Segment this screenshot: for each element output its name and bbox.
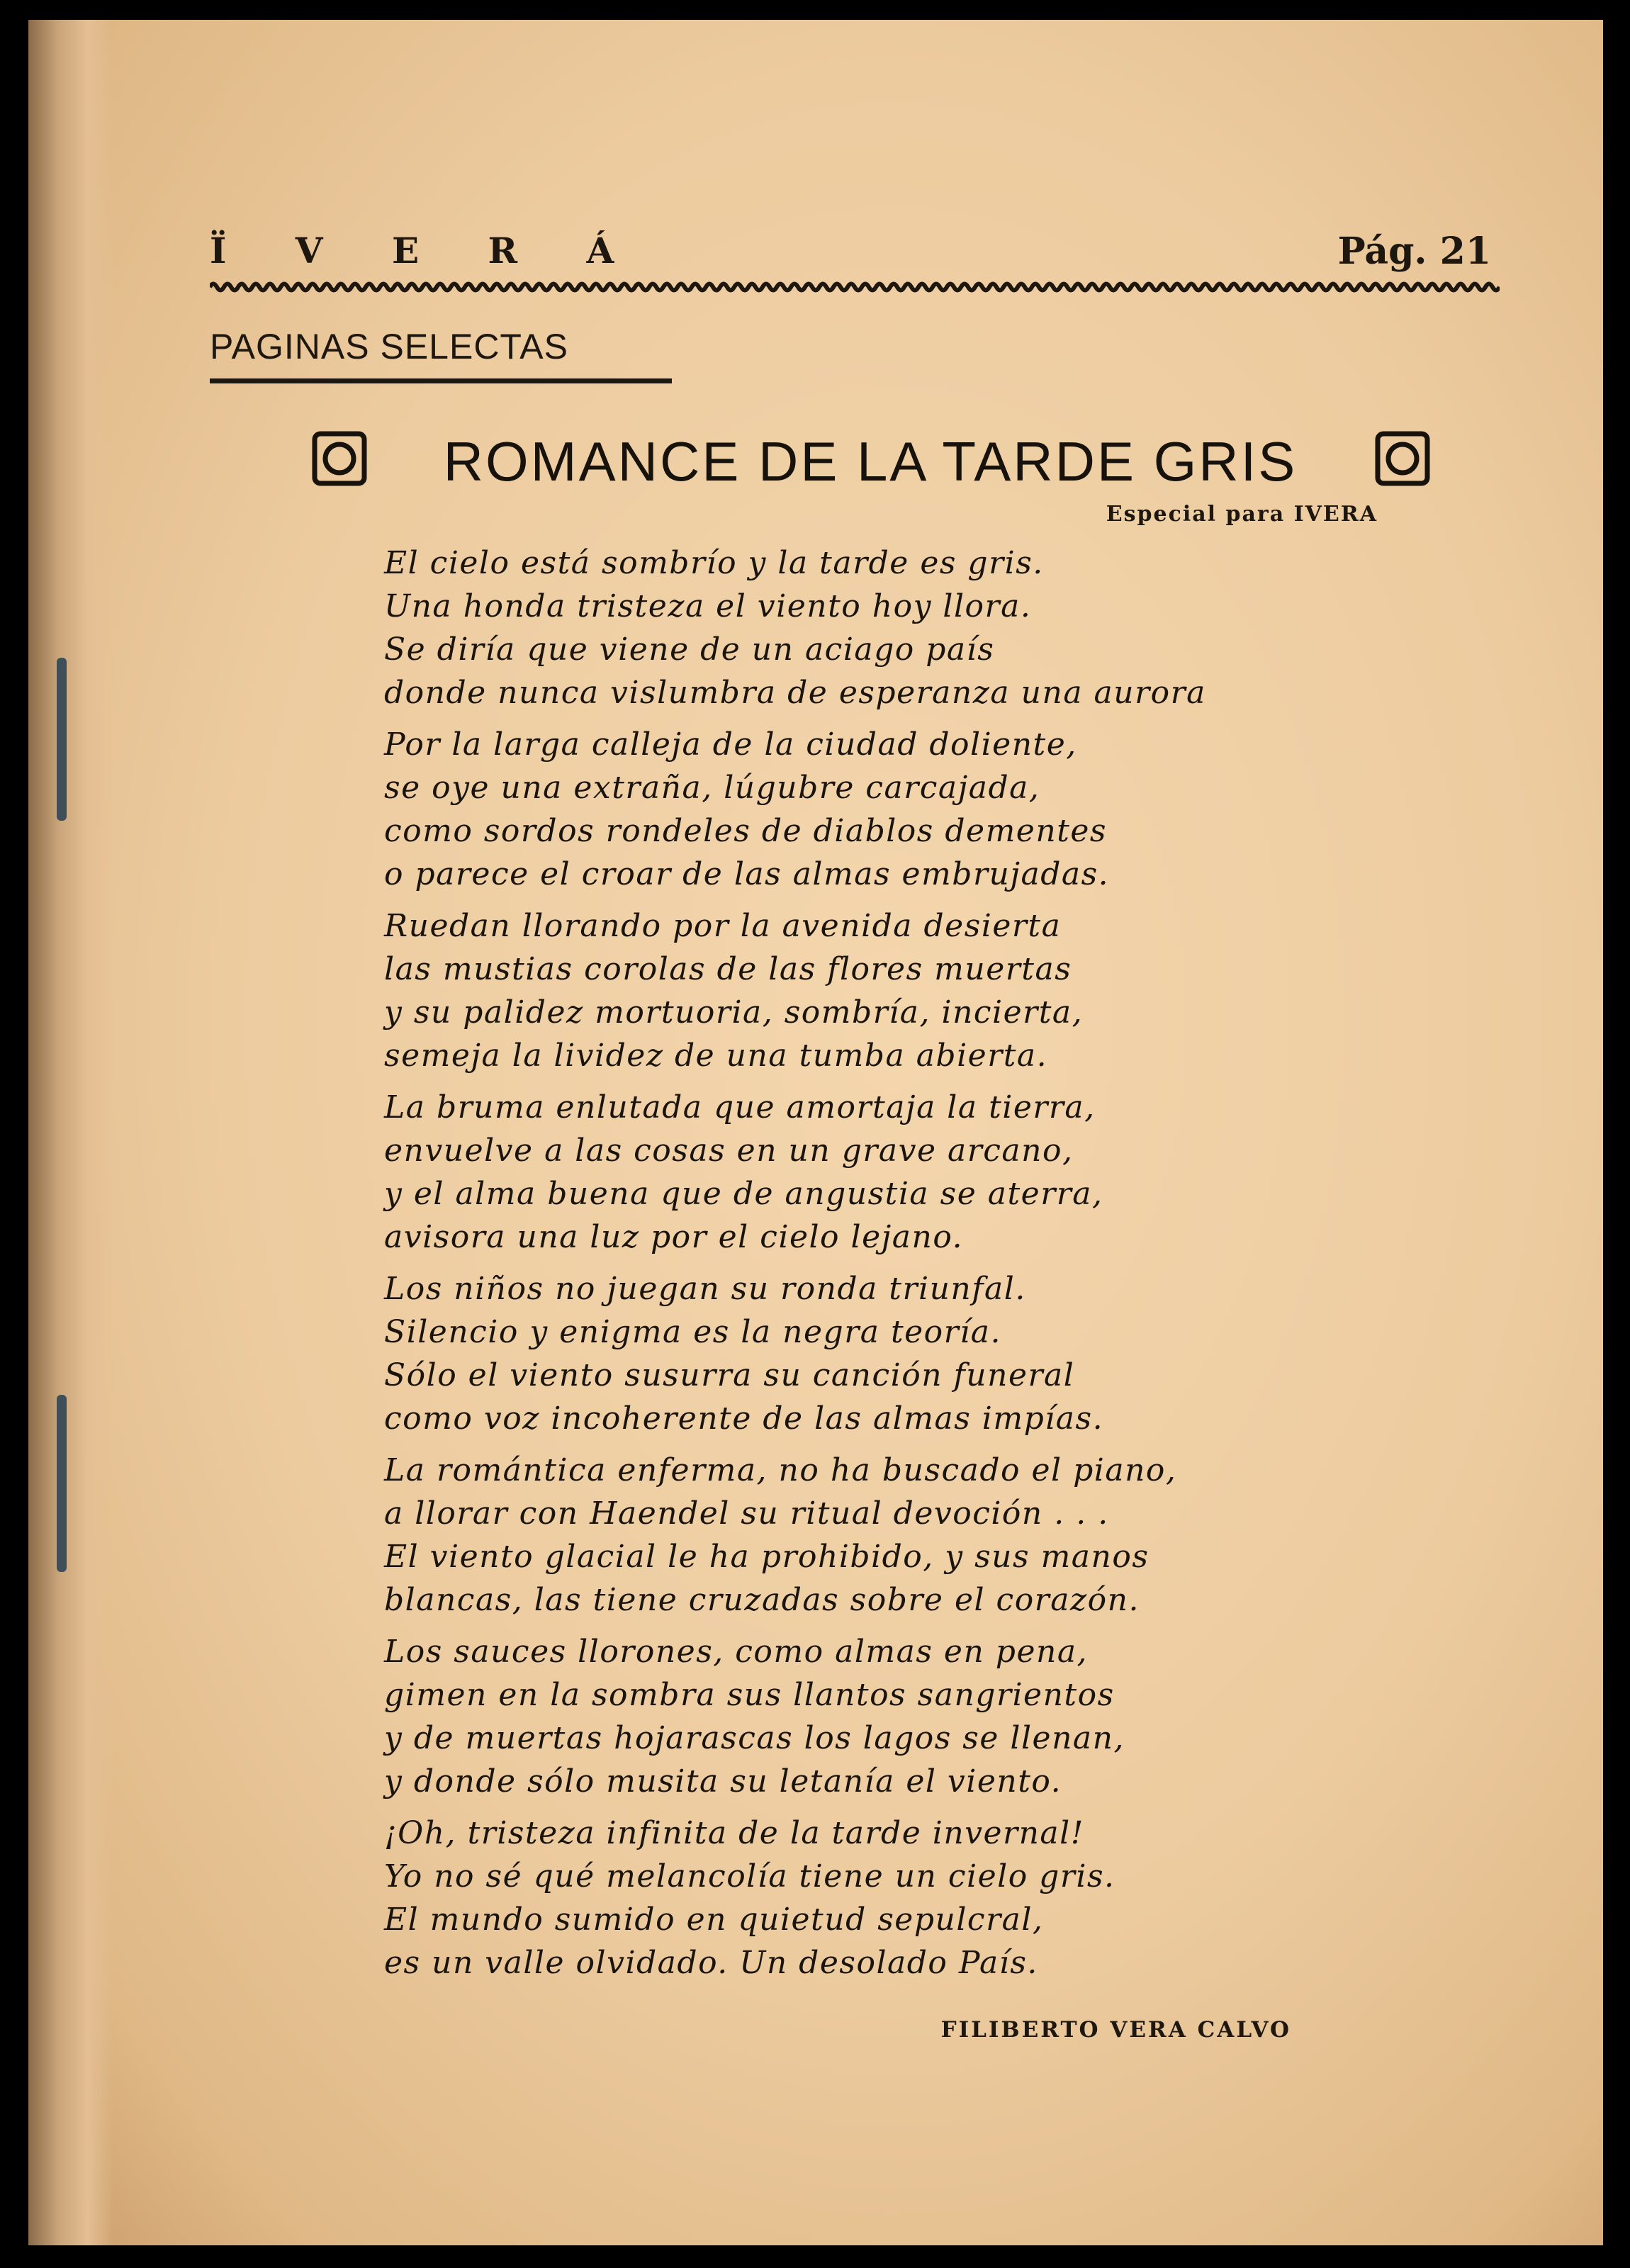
decorative-wavy-rule	[210, 279, 1500, 295]
poem-line: envuelve a las cosas en un grave arcano,	[384, 1133, 1074, 1169]
poem-line: gimen en la sombra sus llantos sangrientos	[384, 1677, 1115, 1713]
poem-line: como voz incoherente de las almas impías.	[384, 1400, 1104, 1437]
stanza	[384, 1630, 1518, 1803]
stanza	[384, 904, 1518, 1077]
poem-line: La romántica enferma, no ha buscado el piano,	[384, 1452, 1177, 1488]
poem-line: y donde sólo musita su letanía el viento.	[384, 1763, 1062, 1800]
section-label: PAGINAS SELECTAS	[210, 327, 568, 366]
poem-line: se oye una extraña, lúgubre carcajada,	[384, 770, 1040, 806]
poem-line: Silencio y enigma es la negra teoría.	[384, 1314, 1001, 1350]
binding-gutter	[28, 20, 113, 2245]
poem-line: Yo no sé qué melancolía tiene un cielo gris.	[384, 1858, 1115, 1894]
stanza	[384, 541, 1518, 714]
ornament-icon	[312, 431, 367, 486]
poem-line: es un valle olvidado. Un desolado País.	[384, 1945, 1038, 1981]
poem-line: a llorar con Haendel su ritual devoción . . .	[384, 1495, 1109, 1532]
poem-line: Una honda tristeza el viento hoy llora.	[384, 588, 1032, 624]
poem-line: o parece el croar de las almas embrujadas.	[384, 856, 1110, 892]
page-header	[210, 225, 1500, 282]
poem-line: El cielo está sombrío y la tarde es gris.	[384, 545, 1044, 581]
title-row	[312, 422, 1432, 500]
poem-line: donde nunca vislumbra de esperanza una aurora	[384, 675, 1206, 711]
poem-line: Sólo el viento susurra su canción funeral	[384, 1357, 1075, 1393]
binding-stitch	[57, 1395, 67, 1572]
poem-line: Por la larga calleja de la ciudad doliente,	[384, 726, 1077, 763]
poem-line: Los niños no juegan su ronda triunfal.	[384, 1271, 1026, 1307]
poem-line: El viento glacial le ha prohibido, y sus manos	[384, 1539, 1150, 1575]
poem-line: La bruma enlutada que amortaja la tierra,	[384, 1089, 1096, 1125]
poem-line: Se diría que viene de un aciago país	[384, 631, 995, 668]
poem-title: ROMANCE DE LA TARDE GRIS	[443, 430, 1298, 493]
poem-line: Los sauces llorones, como almas en pena,	[384, 1634, 1089, 1670]
page-number: Pág. 21	[1337, 230, 1491, 273]
poem-line: avisora una luz por el cielo lejano.	[384, 1219, 964, 1255]
poem-line: como sordos rondeles de diablos dementes	[384, 813, 1107, 849]
poem-line: y su palidez mortuoria, sombría, incierta,	[384, 994, 1084, 1031]
stanza	[384, 1267, 1518, 1440]
poem-line: ¡Oh, tristeza infinita de la tarde invernal!	[384, 1815, 1084, 1851]
magazine-page	[28, 20, 1603, 2245]
poem-line: y el alma buena que de angustia se aterra,	[384, 1176, 1103, 1212]
author-signature: FILIBERTO VERA CALVO	[940, 2017, 1291, 2043]
ornament-icon	[1375, 431, 1430, 486]
binding-stitch	[57, 658, 67, 821]
poem-body	[384, 541, 1518, 1993]
poem-line: El mundo sumido en quietud sepulcral,	[384, 1902, 1044, 1938]
poem-line: y de muertas hojarascas los lagos se llenan,	[384, 1720, 1125, 1756]
poem-line: semeja la lividez de una tumba abierta.	[384, 1038, 1048, 1074]
section-underline	[210, 378, 672, 383]
stanza	[384, 1449, 1518, 1622]
stanza	[384, 1086, 1518, 1259]
poem-line: las mustias corolas de las flores muertas	[384, 951, 1072, 987]
poem-line: blancas, las tiene cruzadas sobre el corazón.	[384, 1582, 1140, 1618]
magazine-name: Ï V E R Á	[210, 230, 643, 271]
stanza	[384, 1812, 1518, 1984]
stanza	[384, 723, 1518, 896]
dedication: Especial para IVERA	[1106, 502, 1378, 527]
poem-line: Ruedan llorando por la avenida desierta	[384, 908, 1062, 944]
